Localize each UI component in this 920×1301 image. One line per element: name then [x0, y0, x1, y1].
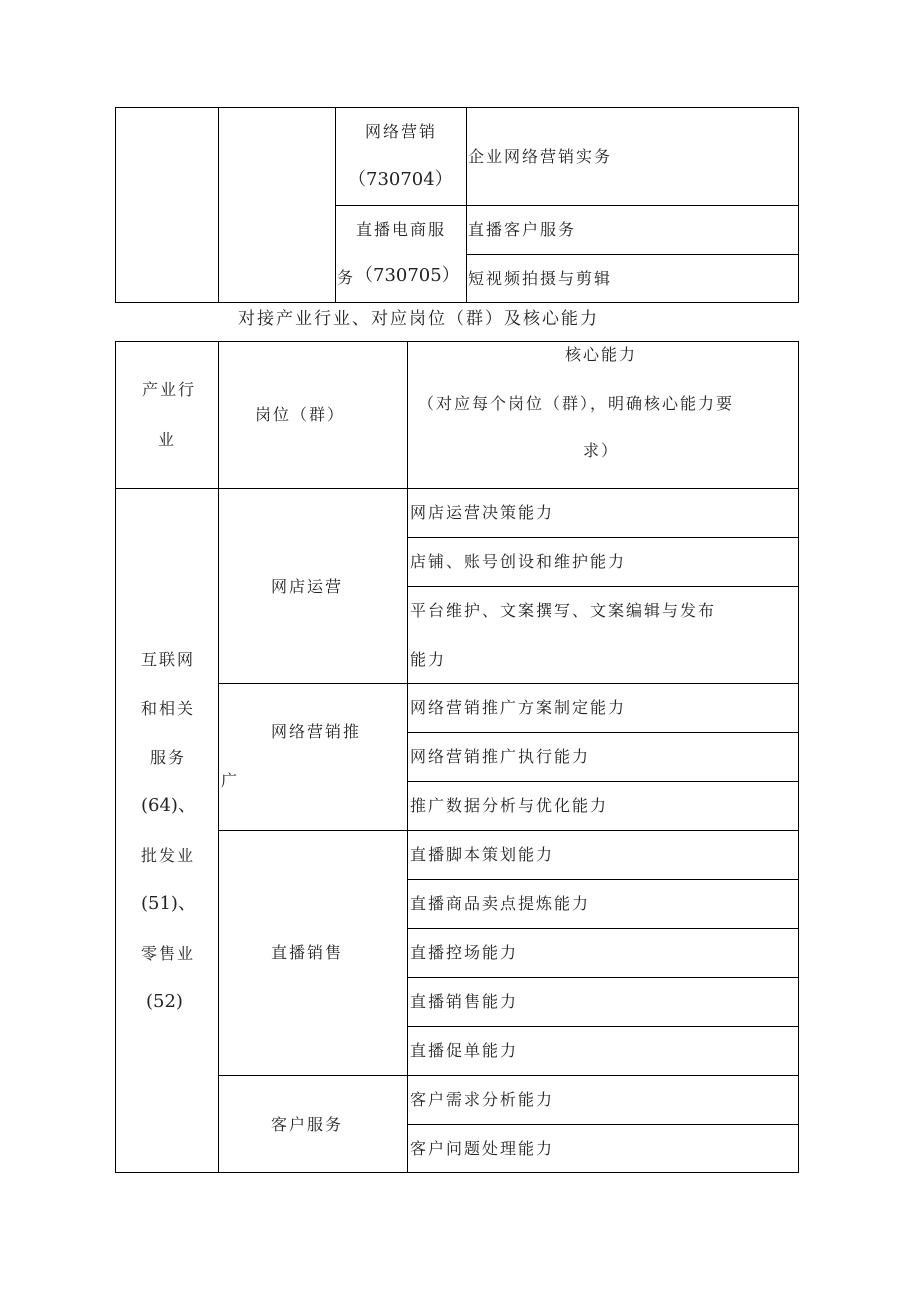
- table2-rule: [407, 732, 799, 733]
- table1-rule: [798, 107, 799, 303]
- table1-rule: [466, 107, 467, 303]
- ability-cell: 客户需求分析能力: [410, 1090, 555, 1109]
- table1-rule: [218, 107, 219, 303]
- industry-line: 互联网: [141, 650, 196, 669]
- table2-rule: [218, 683, 799, 684]
- ability-cell: 直播商品卖点提炼能力: [410, 894, 591, 913]
- table-caption: 对接产业行业、对应岗位（群）及核心能力: [238, 309, 599, 329]
- header-core-ability: 核心能力: [565, 345, 638, 364]
- table2-rule: [407, 928, 799, 929]
- table1-rule: [466, 254, 799, 255]
- header-core-ability-note-cont: 求）: [583, 441, 620, 460]
- table2-rule: [407, 879, 799, 880]
- table2-rule: [218, 341, 219, 1173]
- table2-rule: [407, 586, 799, 587]
- ability-cell: 直播脚本策划能力: [410, 845, 555, 864]
- major-name-live-commerce-cont: 务: [337, 268, 356, 287]
- table2-rule: [407, 1124, 799, 1125]
- industry-line: (52): [146, 991, 183, 1012]
- table2-rule: [407, 781, 799, 782]
- industry-line: 和相关: [141, 699, 196, 718]
- course-cell: 短视频拍摄与剪辑: [468, 269, 613, 288]
- industry-line: 零售业: [141, 944, 196, 963]
- table2-rule: [407, 1026, 799, 1027]
- table2-rule: [798, 341, 799, 1173]
- industry-line: 服务: [150, 748, 187, 767]
- industry-line: (64)、: [141, 795, 196, 816]
- table1-rule: [335, 107, 336, 303]
- course-cell: 企业网络营销实务: [468, 147, 613, 166]
- ability-cell: 网店运营决策能力: [410, 503, 555, 522]
- table2-rule: [407, 537, 799, 538]
- header-core-ability-note: （对应每个岗位（群），明确核心能力要: [418, 394, 735, 413]
- ability-cell: 直播控场能力: [410, 943, 519, 962]
- table2-rule: [115, 341, 116, 1173]
- position-network-marketing-cont: 广: [221, 771, 240, 790]
- table2-rule: [218, 830, 799, 831]
- course-cell: 直播客户服务: [468, 220, 577, 239]
- table2-rule: [407, 341, 408, 1173]
- table2-rule: [218, 1075, 799, 1076]
- major-name-live-commerce: 直播电商服: [356, 220, 447, 239]
- ability-cell: 直播销售能力: [410, 992, 519, 1011]
- ability-cell: 直播促单能力: [410, 1041, 519, 1060]
- ability-cell: 客户问题处理能力: [410, 1139, 555, 1158]
- table1-rule: [115, 107, 116, 303]
- table2-rule: [407, 977, 799, 978]
- major-name-network-marketing: 网络营销: [365, 122, 438, 141]
- ability-cell: 店铺、账号创设和维护能力: [410, 552, 627, 571]
- position-live-sales: 直播销售: [271, 943, 344, 962]
- header-position: 岗位（群）: [255, 405, 346, 424]
- table1-rule: [335, 205, 799, 206]
- industry-line: (51)、: [141, 893, 196, 914]
- industry-line: 批发业: [141, 846, 196, 865]
- position-network-marketing: 网络营销推: [271, 722, 362, 741]
- major-code-live-commerce: （730705）: [355, 265, 460, 286]
- ability-cell: 能力: [410, 650, 447, 669]
- ability-cell: 网络营销推广执行能力: [410, 747, 591, 766]
- position-shop-operation: 网店运营: [271, 577, 344, 596]
- position-customer-service: 客户服务: [271, 1115, 344, 1134]
- header-industry: 产业行: [142, 380, 197, 399]
- major-code-network-marketing: （730704）: [348, 169, 453, 190]
- ability-cell: 推广数据分析与优化能力: [410, 796, 609, 815]
- header-industry-cont: 业: [158, 430, 177, 449]
- ability-cell: 网络营销推广方案制定能力: [410, 698, 627, 717]
- ability-cell: 平台维护、文案撰写、文案编辑与发布: [410, 601, 717, 620]
